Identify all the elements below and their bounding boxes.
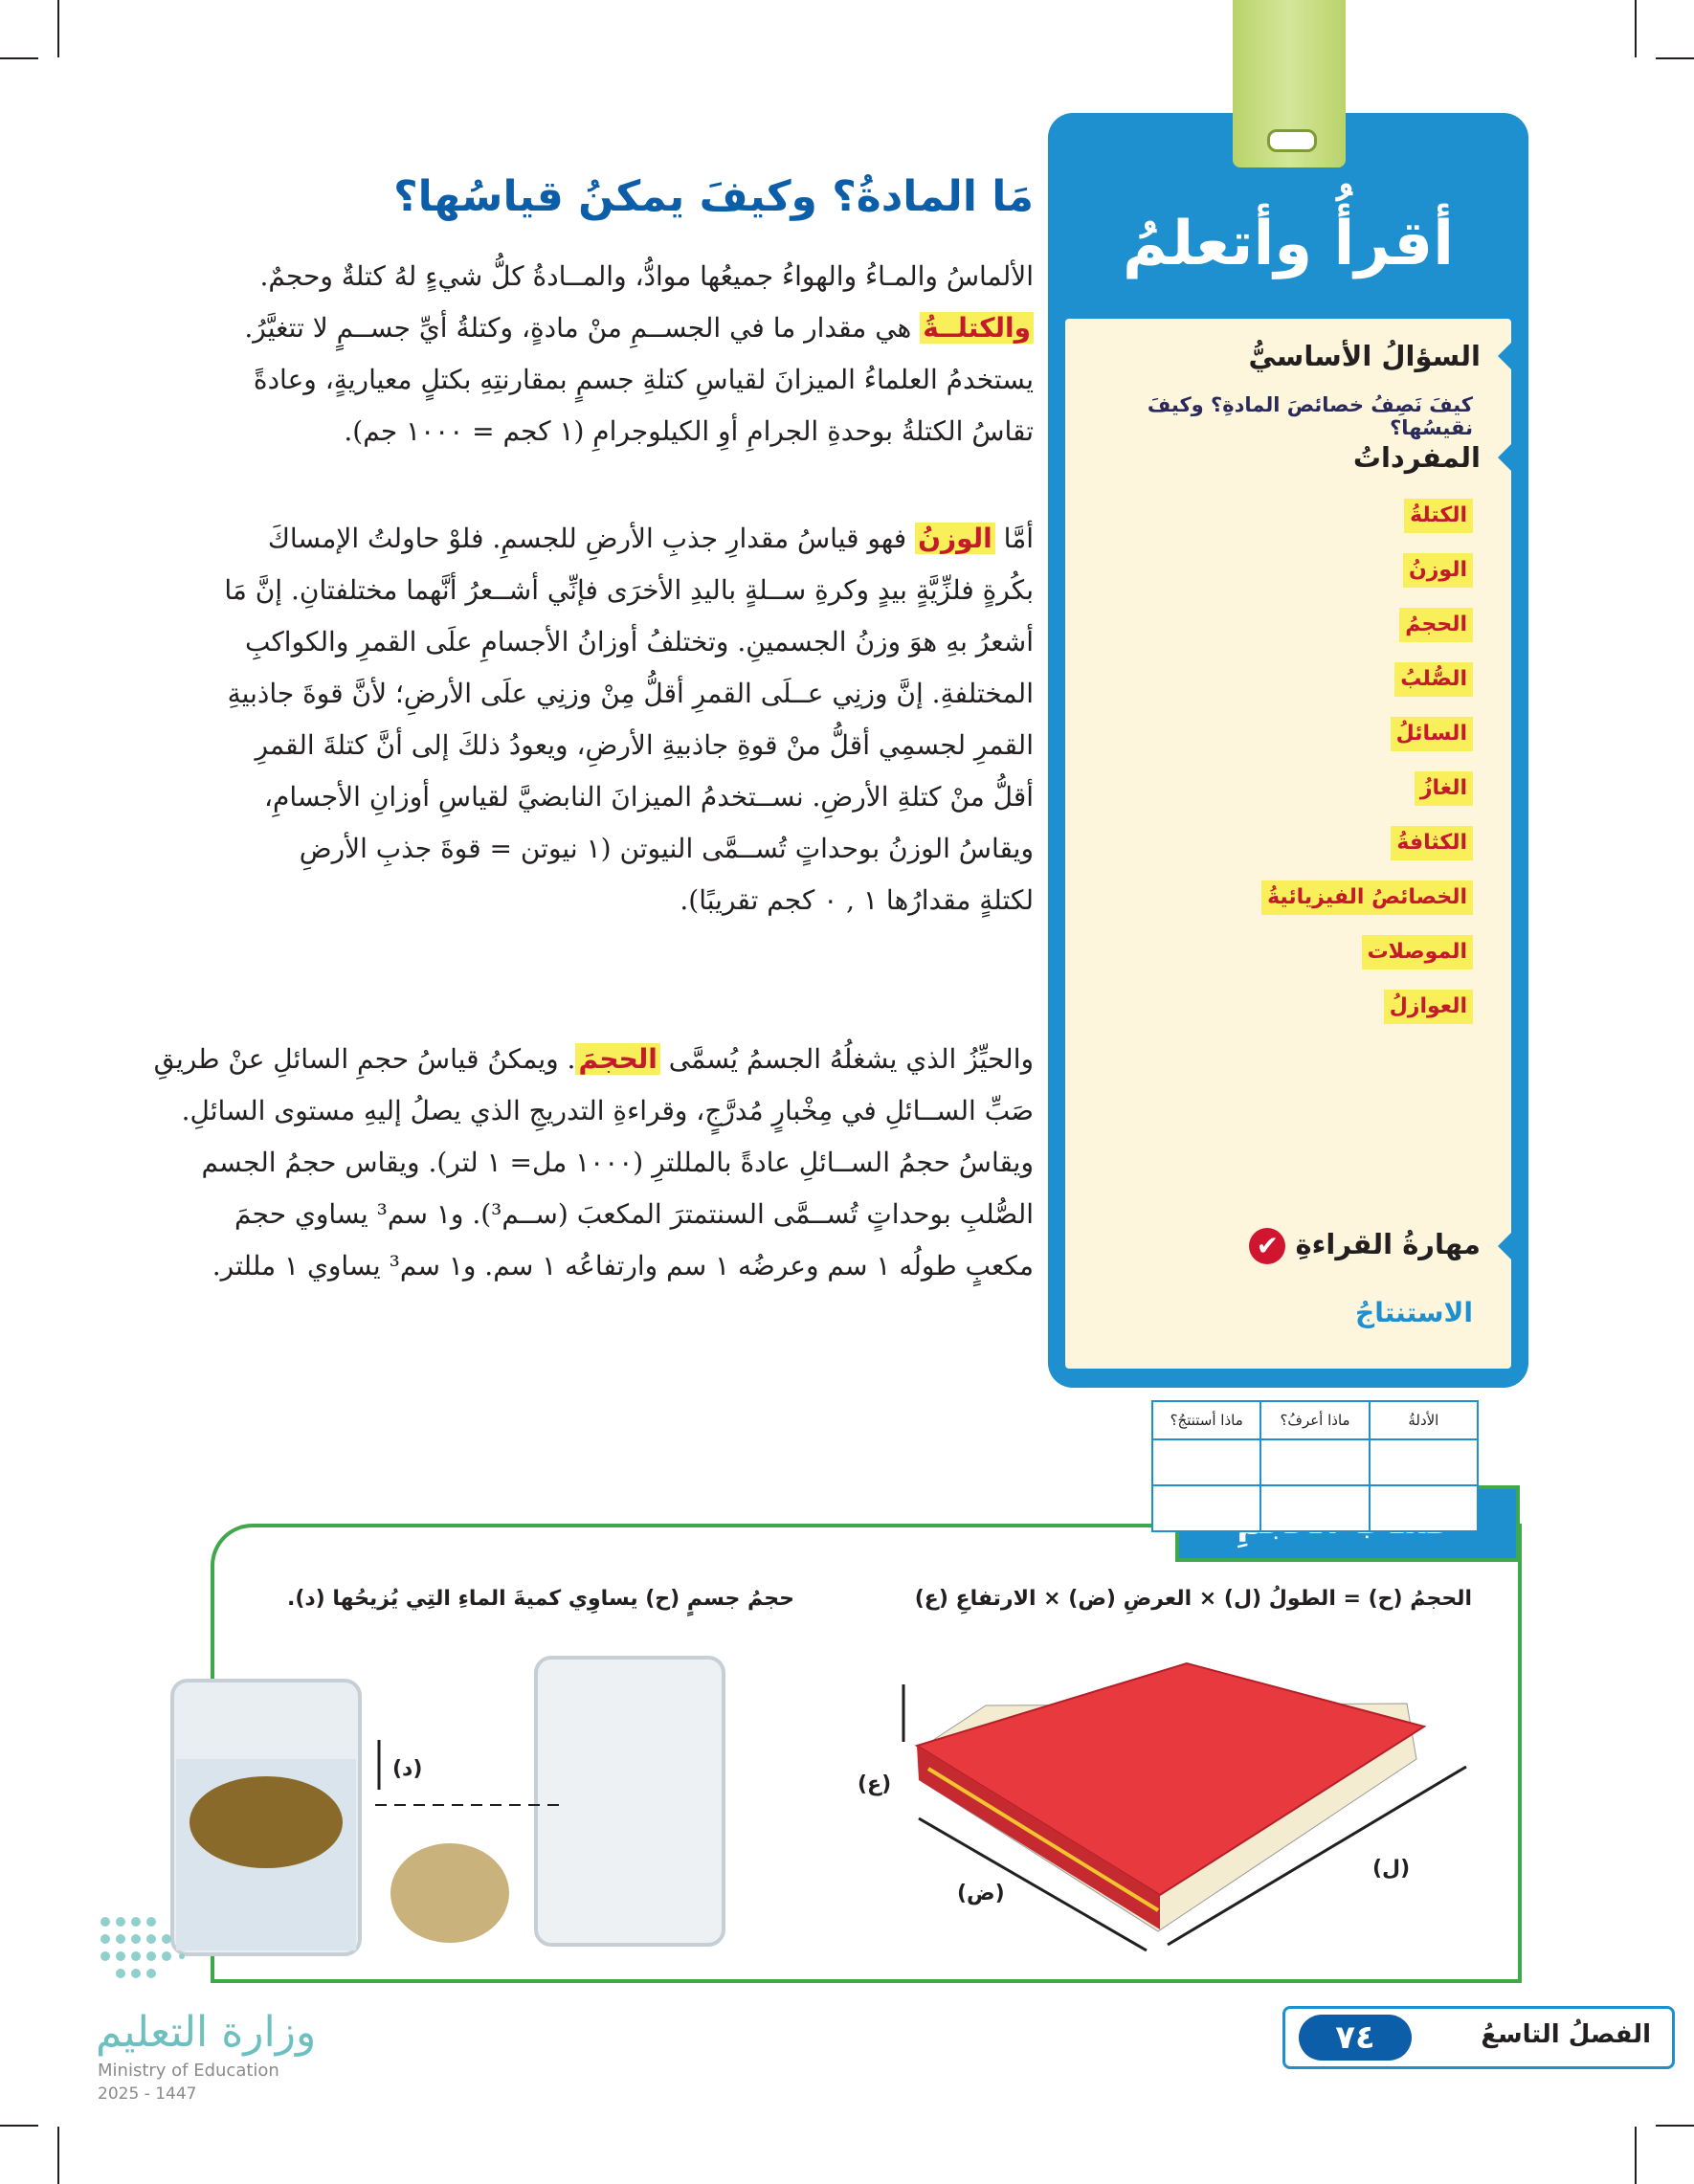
vocab-item[interactable]: الكثافةُ [1391, 826, 1473, 860]
text-line: الصُّلبِ بوحداتٍ تُســمَّى السنتمترَ المكعبَ (ســم³). و١ سم³ يساوي حجمَ [234, 1198, 1034, 1230]
vocab-item[interactable]: السائلُ [1391, 717, 1473, 751]
term-volume: الحجمَ [575, 1043, 659, 1075]
crop-mark [57, 0, 59, 57]
ministry-name-arabic: وزارة التعليم [96, 2008, 317, 2057]
crop-mark [57, 2127, 59, 2184]
vocab-item[interactable]: الوزنُ [1403, 553, 1473, 588]
sidebar-panel [1065, 319, 1511, 1429]
ministry-year: 2025 - 1447 [98, 2084, 197, 2104]
checkmark-icon: ✔ [1249, 1228, 1285, 1264]
rock [390, 1843, 509, 1943]
vocab-item[interactable]: الصُّلبُ [1394, 662, 1473, 697]
width-label: (ض) [957, 1882, 1005, 1905]
text-line: ويقاسُ حجمُ الســائلِ عادةً بالمللترِ (١٠٠٠ مل= ١ لتر). ويقاس حجمُ الجسم [201, 1147, 1034, 1178]
displacement-label: (د) [392, 1757, 423, 1781]
page-number: ٧٤ [1299, 2015, 1412, 2061]
height-label: (ع) [858, 1772, 892, 1796]
rock-in-water [189, 1776, 343, 1868]
table-cell[interactable] [1370, 1485, 1478, 1531]
text-line: مكعبٍ طولُه ١ سم وعرضُه ١ سم وارتفاعُه ١ سم. و١ سم³ يساوي ١ مللتر. [212, 1250, 1034, 1281]
paragraph-mass [220, 251, 1034, 457]
text-line: المختلفةِ. إنَّ وزنِي عــلَى القمرِ أقلُّ مِنْ وزنِي علَى الأرضِ؛ لأنَّ قوةَ جاذبيةِ [227, 678, 1034, 709]
empty-beaker [536, 1658, 724, 1945]
vocabulary-heading: المفرداتُ [1353, 441, 1502, 474]
crop-mark [0, 2125, 38, 2127]
term-mass: والكتلــةُ [920, 312, 1034, 344]
text-line: أقلُّ منْ كتلةِ الأرضِ. نســتخدمُ الميزانَ النابضيَّ لقياسِ أوزانِ الأجسامِ، [263, 781, 1034, 813]
crop-mark [1656, 2125, 1694, 2127]
vocab-item[interactable]: الحجمُ [1399, 608, 1473, 642]
table-header-know: ماذا أعرفُ؟ [1260, 1401, 1369, 1439]
text-line: تقاسُ الكتلةُ بوحدةِ الجرامِ أوِ الكيلوجرامِ (١ كجم = ١٠٠٠ جم). [344, 415, 1034, 447]
formula-caption: الحجمُ (ح) = الطولُ (ل) × العرضِ (ض) × الارتفاعِ (ع) [914, 1587, 1472, 1611]
table-cell[interactable] [1370, 1439, 1478, 1485]
text-line: يستخدمُ العلماءُ الميزانَ لقياسِ كتلةِ جسمٍ بمقارنتِهِ بكتلٍ معياريةٍ، وعادةً [253, 364, 1034, 395]
text-span: فهو قياسُ مقدارِ جذبِ الأرضِ للجسمِ. فلوْ حاولتُ الإمساكَ [267, 523, 916, 554]
paragraph-volume [153, 1034, 1034, 1292]
text-line: أشعرُ بهِ هوَ وزنُ الجسمينِ. وتختلفُ أوزانُ الأجسامِ علَى القمرِ والكواكبِ [244, 626, 1034, 657]
vocab-item[interactable]: العوازلُ [1384, 990, 1473, 1024]
table-cell[interactable] [1260, 1439, 1369, 1485]
text-span: والحيِّزُ الذي يشغلُهُ الجسمُ يُسمَّى [659, 1043, 1034, 1075]
text-line: ويقاسُ الوزنُ بوحداتٍ تُســمَّى النيوتن (١ نيوتن = قوةَ جذبِ الأرضِ [299, 833, 1034, 864]
crop-mark [1635, 2127, 1637, 2184]
reading-skill-heading [1241, 1228, 1502, 1264]
length-label: (ل) [1372, 1857, 1411, 1881]
essential-question: كيفَ نَصِفُ خصائصَ المادةِ؟ وكيفَ نقيسُها؟ [1147, 393, 1473, 439]
section-title: مَا المادةُ؟ وكيفَ يمكنُ قياسُها؟ [393, 172, 1034, 221]
text-line: بكُرةٍ فلزِّيَّةٍ بيدٍ وكرةِ ســلةٍ باليدِ الأخرَى فإنِّي أشــعرُ أنَّهما مختلفتانِ. إنَّ مَا [224, 574, 1034, 606]
table-cell[interactable] [1152, 1439, 1260, 1485]
crop-mark [1656, 57, 1694, 59]
paragraph-weight [220, 513, 1034, 926]
vocabulary-list [1090, 499, 1473, 1044]
text-line: لكتلةٍ مقدارُها ١ , ٠ كجم تقريبًا). [680, 884, 1034, 916]
crop-mark [1635, 0, 1637, 57]
essential-question-heading: السؤالُ الأساسيُّ [1248, 340, 1502, 372]
read-and-learn-sidebar [1048, 113, 1528, 1429]
table-header-evidence: الأدلةُ [1370, 1401, 1478, 1439]
crop-mark [0, 57, 38, 59]
text-line: القمرِ لجسمِي أقلُّ منْ قوةِ جاذبيةِ الأرضِ، ويعودُ ذلكَ إلى أنَّ كتلةَ القمرِ [255, 729, 1034, 761]
table-header-infer: ماذا أستنتجُ؟ [1152, 1401, 1260, 1439]
text-line [153, 1034, 1034, 1085]
term-weight: الوزنُ [915, 523, 995, 554]
ministry-name-english: Ministry of Education [98, 2061, 279, 2081]
displacement-caption: حجمُ جسمٍ (ح) يساوِي كميةَ الماءِ التِي يُزيحُها (د). [286, 1587, 794, 1611]
reading-skill-heading-text: مهارةُ القراءةِ [1295, 1228, 1481, 1260]
reading-skill-name: الاستنتاجُ [1355, 1297, 1473, 1328]
vocab-item[interactable]: الغازُ [1415, 771, 1473, 806]
vocab-item[interactable]: الكتلةُ [1404, 499, 1473, 533]
text-line: صَبِّ الســائلِ في مِخْبارٍ مُدرَّجٍ، وقراءةِ التدريجِ الذي يصلُ إليهِ مستوى السائلِ. [181, 1095, 1034, 1126]
vocab-item[interactable]: الموصلات [1362, 935, 1473, 969]
bookmark-tab [1233, 0, 1346, 167]
chapter-label: الفصلُ التاسعُ [1481, 2020, 1651, 2049]
ministry-logo-dots [100, 1914, 186, 1987]
text-span: . ويمكنُ قياسُ حجمِ السائلِ عنْ طريقِ [153, 1043, 576, 1075]
beakers-illustration [153, 1652, 747, 1958]
inference-table [1151, 1400, 1479, 1532]
vocab-item[interactable]: الخصائصُ الفيزيائيةُ [1261, 880, 1473, 915]
text-line: الألماسُ والمـاءُ والهواءُ جميعُها موادُّ، والمــادةُ كلُّ شيءٍ لهُ كتلةٌ وحجمٌ. [259, 260, 1034, 292]
text-span: أمَّا [994, 523, 1034, 554]
text-line [220, 513, 1034, 565]
book-illustration [900, 1646, 1474, 1952]
table-cell[interactable] [1260, 1485, 1369, 1531]
sidebar-title: أقرأُ وأتعلمُ [1122, 209, 1455, 279]
text-span: هي مقدار ما في الجســمِ منْ مادةٍ، وكتلةُ أيِّ جســمٍ لا تتغيَّرُ. [244, 312, 921, 344]
text-line [220, 302, 1034, 354]
bookmark-ring [1267, 129, 1317, 152]
table-cell[interactable] [1152, 1485, 1260, 1531]
page-footer [1282, 2006, 1675, 2069]
